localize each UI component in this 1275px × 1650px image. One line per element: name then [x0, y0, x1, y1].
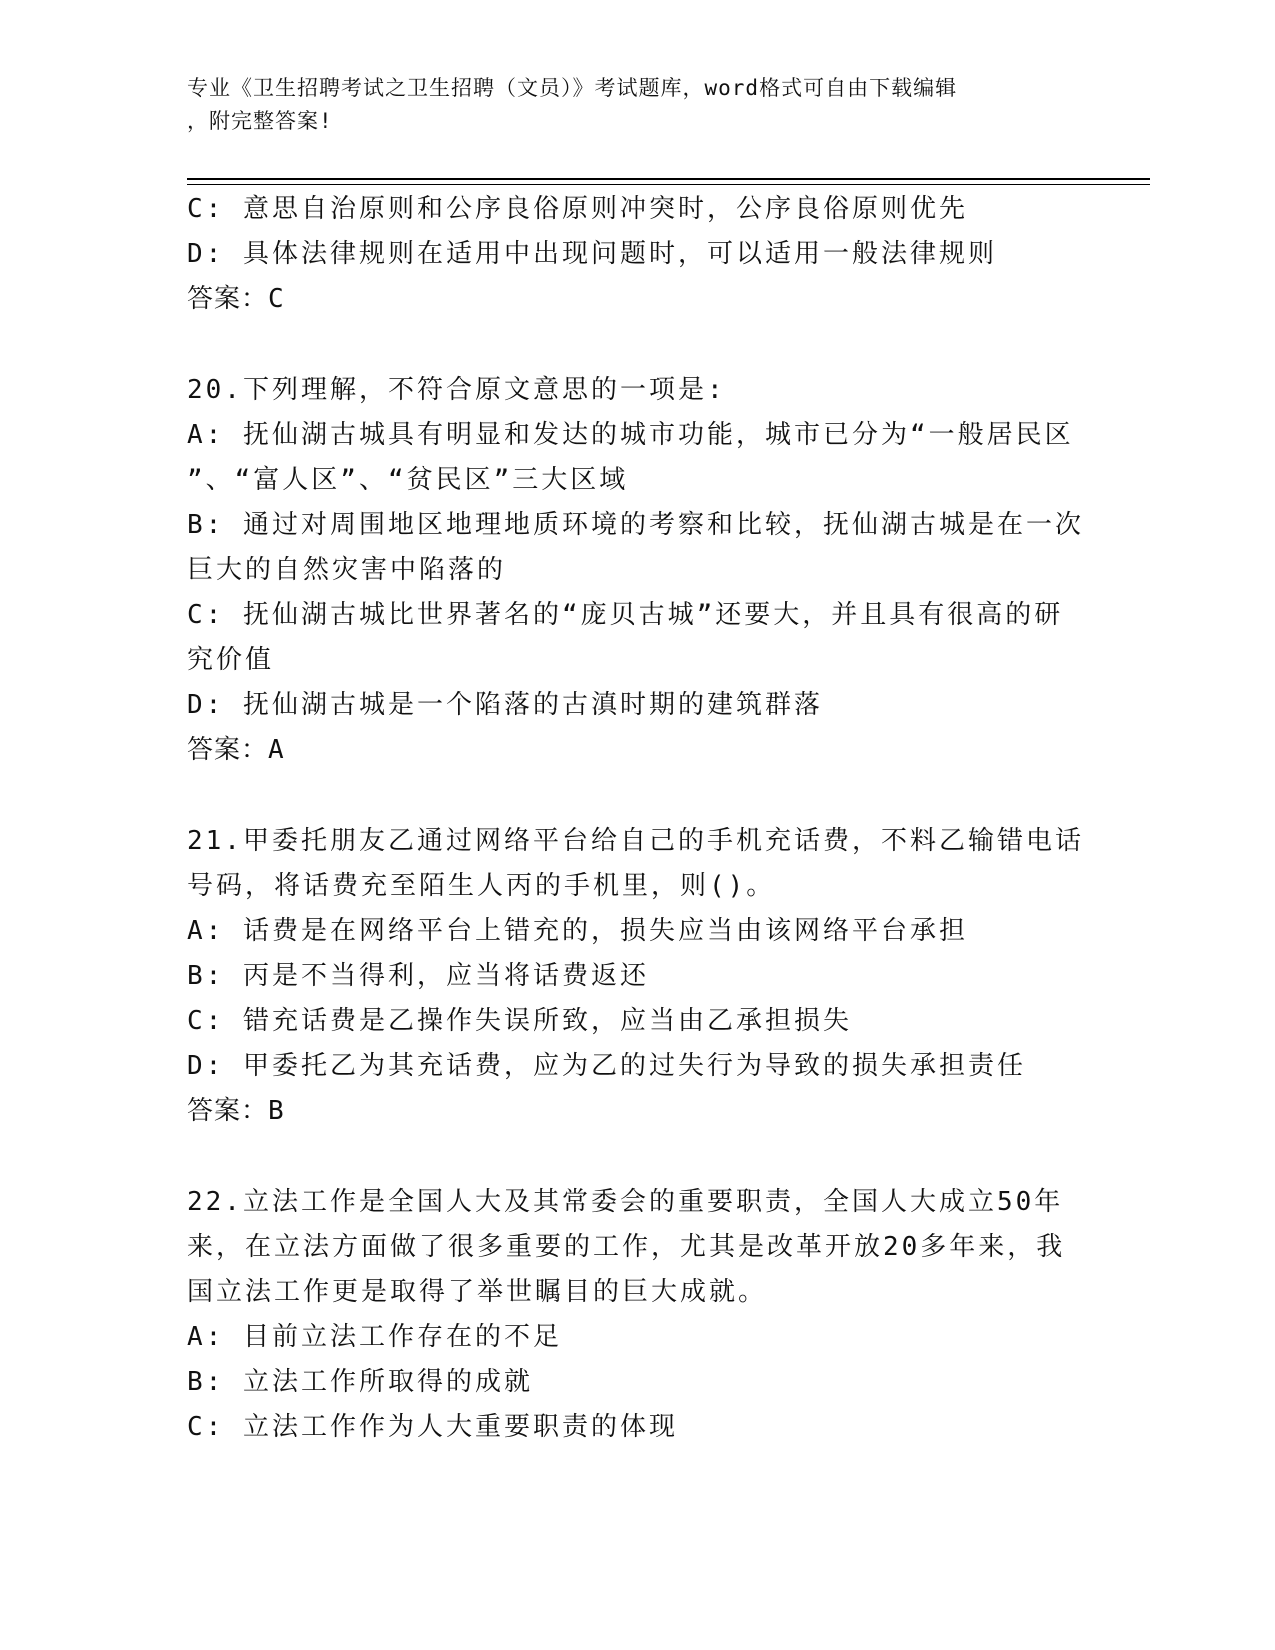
spacer	[187, 322, 1087, 368]
option-c: C: 错充话费是乙操作失误所致，应当由乙承担损失	[187, 1006, 852, 1036]
option-b-continued: 巨大的自然灾害中陷落的	[187, 555, 507, 585]
option-c-continued: 究价值	[187, 645, 275, 675]
header-divider-thin	[187, 184, 1150, 185]
option-d: D: 抚仙湖古城是一个陷落的古滇时期的建筑群落	[187, 690, 823, 720]
answer: 答案：A	[187, 735, 285, 765]
option-c: C: 立法工作作为人大重要职责的体现	[187, 1412, 678, 1442]
question-19-tail	[187, 187, 1087, 322]
question-20	[187, 368, 1087, 773]
question-stem-continued: 来，在立法方面做了很多重要的工作，尤其是改革开放20多年来，我	[187, 1232, 1066, 1262]
question-stem: 22.立法工作是全国人大及其常委会的重要职责，全国人大成立50年	[187, 1187, 1064, 1217]
option-a: A: 目前立法工作存在的不足	[187, 1322, 562, 1352]
document-body	[187, 187, 1087, 1450]
document-header	[187, 72, 1087, 138]
question-22	[187, 1180, 1087, 1450]
option-d: D: 甲委托乙为其充话费，应为乙的过失行为导致的损失承担责任	[187, 1051, 1026, 1081]
header-divider-thick	[187, 178, 1150, 180]
option-a: A: 抚仙湖古城具有明显和发达的城市功能，城市已分为“一般居民区	[187, 420, 1074, 450]
spacer	[187, 773, 1087, 819]
question-stem: 20.下列理解，不符合原文意思的一项是:	[187, 375, 726, 405]
answer: 答案：B	[187, 1096, 285, 1126]
question-stem-continued: 国立法工作更是取得了举世瞩目的巨大成就。	[187, 1277, 768, 1307]
option-b: B: 丙是不当得利，应当将话费返还	[187, 961, 649, 991]
question-stem-continued: 号码，将话费充至陌生人丙的手机里，则()。	[187, 871, 776, 901]
option-b: B: 通过对周围地区地理地质环境的考察和比较，抚仙湖古城是在一次	[187, 510, 1084, 540]
header-line-2: ，附完整答案!	[187, 109, 333, 133]
question-stem: 21.甲委托朋友乙通过网络平台给自己的手机充话费，不料乙输错电话	[187, 826, 1084, 856]
question-21	[187, 819, 1087, 1134]
option-d: D: 具体法律规则在适用中出现问题时，可以适用一般法律规则	[187, 239, 997, 269]
answer: 答案：C	[187, 284, 285, 314]
option-c: C: 意思自治原则和公序良俗原则冲突时，公序良俗原则优先	[187, 194, 968, 224]
spacer	[187, 1134, 1087, 1180]
header-line-1: 专业《卫生招聘考试之卫生招聘（文员）》考试题库，word格式可自由下载编辑	[187, 76, 958, 100]
option-b: B: 立法工作所取得的成就	[187, 1367, 533, 1397]
option-c: C: 抚仙湖古城比世界著名的“庞贝古城”还要大，并且具有很高的研	[187, 600, 1064, 630]
option-a: A: 话费是在网络平台上错充的，损失应当由该网络平台承担	[187, 916, 968, 946]
option-a-continued: ”、“富人区”、“贫民区”三大区域	[187, 465, 629, 495]
